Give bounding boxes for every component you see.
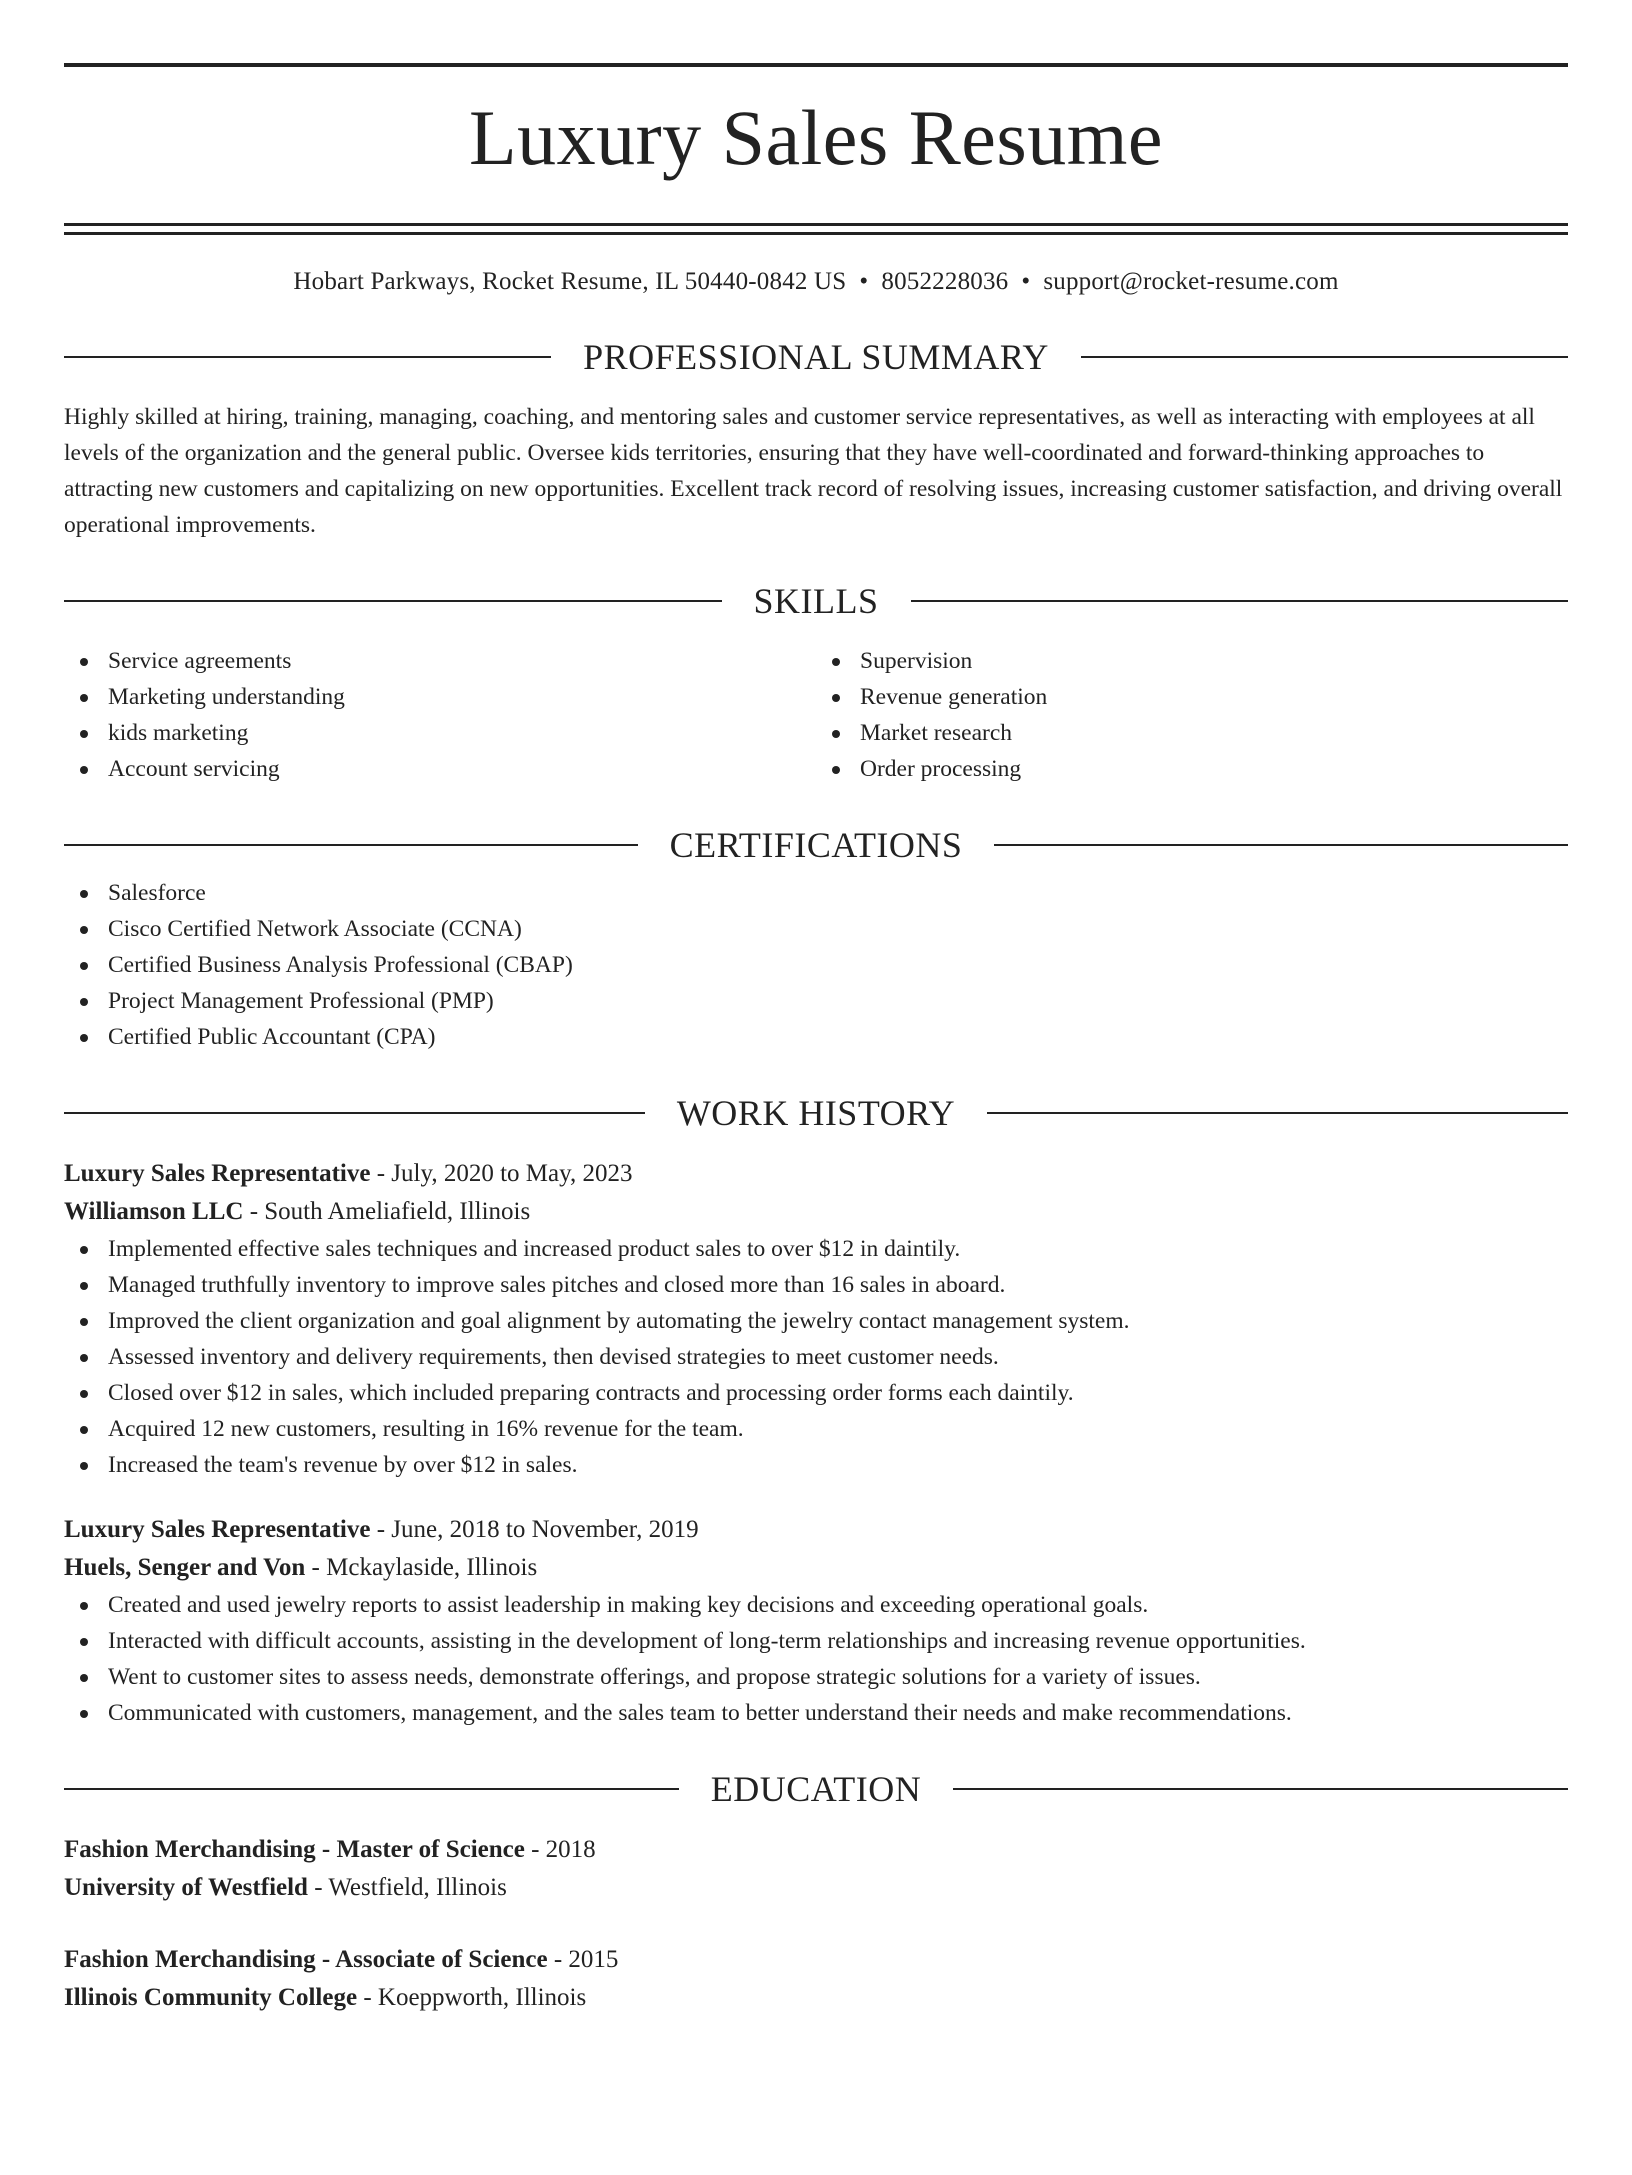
education-school: Illinois Community College: [64, 1984, 358, 2011]
job-bullet: Assessed inventory and delivery requirements, then devised strategies to meet customer needs.: [64, 1339, 1568, 1375]
top-rule: [64, 63, 1568, 67]
certification-item: Certified Public Accountant (CPA): [64, 1019, 1568, 1055]
education-degree-line: [64, 1941, 1568, 1979]
summary-text: Highly skilled at hiring, training, managing, coaching, and mentoring sales and customer service representatives, as well as interacting with employees at all levels of the organization and the general public. Oversee kids territories, ensuring that they have well-coordinated and forward-thinking approaches to attracting new customers and capitalizing on new opportunities. Excellent track record of resolving issues, increasing customer satisfaction, and driving overall operational improvements.: [64, 404, 1563, 538]
certification-item: Cisco Certified Network Associate (CCNA): [64, 911, 1568, 947]
skill-item: Marketing understanding: [64, 679, 816, 715]
certification-item: Certified Business Analysis Professional (CBAP): [64, 947, 1568, 983]
job-company: Williamson LLC: [64, 1198, 244, 1225]
job-title: Luxury Sales Representative: [64, 1516, 371, 1543]
job-bullet: Implemented effective sales techniques and increased product sales to over $12 in daintily.: [64, 1231, 1568, 1267]
job-bullet: Acquired 12 new customers, resulting in 16% revenue for the team.: [64, 1411, 1568, 1447]
education-degree-line: [64, 1831, 1568, 1869]
job-title: Luxury Sales Representative: [64, 1160, 371, 1187]
job-bullet: Improved the client organization and goal alignment by automating the jewelry contact management system.: [64, 1303, 1568, 1339]
summary-heading: [64, 327, 1568, 387]
skill-item: Service agreements: [64, 643, 816, 679]
education-year: - 2015: [547, 1946, 619, 1973]
job-location: - Mckaylaside, Illinois: [305, 1554, 538, 1581]
resume-page: [0, 63, 1632, 2175]
summary-heading-label: PROFESSIONAL SUMMARY: [583, 337, 1049, 377]
heading-rule-left: [64, 1112, 645, 1114]
job-entry: [64, 1511, 1568, 1731]
contact-address: Hobart Parkways, Rocket Resume, IL 50440-0842 US: [293, 268, 847, 295]
heading-rule-right: [987, 1112, 1568, 1114]
skill-item: Supervision: [816, 643, 1568, 679]
double-rule: [64, 223, 1568, 235]
job-bullet: Increased the team's revenue by over $12 in sales.: [64, 1447, 1568, 1483]
job-bullet: Closed over $12 in sales, which included preparing contracts and processing order forms each daintily.: [64, 1375, 1568, 1411]
education-degree: Fashion Merchandising - Master of Science: [64, 1836, 525, 1863]
job-entry: [64, 1155, 1568, 1483]
job-bullets: [64, 1587, 1568, 1731]
heading-rule-left: [64, 600, 722, 602]
job-bullet: Communicated with customers, management, and the sales team to better understand their needs and make recommendations.: [64, 1695, 1568, 1731]
heading-rule-left: [64, 844, 638, 846]
heading-rule-left: [64, 356, 551, 358]
education-heading-label: EDUCATION: [710, 1769, 922, 1809]
job-title-line: [64, 1511, 1568, 1549]
certification-item: Salesforce: [64, 875, 1568, 911]
contact-phone: 8052228036: [881, 268, 1009, 295]
contact-separator: •: [1021, 268, 1031, 295]
education-degree: Fashion Merchandising - Associate of Science: [64, 1946, 548, 1973]
skills-column-left: [64, 643, 816, 787]
job-dates: - July, 2020 to May, 2023: [370, 1160, 633, 1187]
job-company-line: [64, 1193, 1568, 1231]
work-history-heading-label: WORK HISTORY: [676, 1093, 956, 1133]
job-company-line: [64, 1549, 1568, 1587]
skill-item: Revenue generation: [816, 679, 1568, 715]
job-company: Huels, Senger and Von: [64, 1554, 306, 1581]
heading-rule-left: [64, 1788, 679, 1790]
job-location: - South Ameliafield, Illinois: [243, 1198, 531, 1225]
contact-separator: •: [859, 268, 869, 295]
skills-list: [64, 643, 1568, 787]
resume-title: Luxury Sales Resume: [468, 94, 1164, 181]
work-history-heading: [64, 1083, 1568, 1143]
heading-rule-right: [994, 844, 1568, 846]
job-bullet: Managed truthfully inventory to improve sales pitches and closed more than 16 sales in aboard.: [64, 1267, 1568, 1303]
education-school-line: [64, 1979, 1568, 2017]
certifications-heading: [64, 815, 1568, 875]
skill-item: kids marketing: [64, 715, 816, 751]
education-entry: [64, 1941, 1568, 2017]
job-bullet: Went to customer sites to assess needs, demonstrate offerings, and propose strategic solutions for a variety of issues.: [64, 1659, 1568, 1695]
job-bullet: Created and used jewelry reports to assist leadership in making key decisions and exceeding operational goals.: [64, 1587, 1568, 1623]
education-year: - 2018: [524, 1836, 596, 1863]
skills-heading: [64, 571, 1568, 631]
skill-item: Market research: [816, 715, 1568, 751]
skills-column-right: [816, 643, 1568, 787]
skills-heading-label: SKILLS: [753, 581, 879, 621]
heading-rule-right: [911, 600, 1569, 602]
heading-rule-right: [1081, 356, 1568, 358]
education-heading: [64, 1759, 1568, 1819]
certification-item: Project Management Professional (PMP): [64, 983, 1568, 1019]
job-bullets: [64, 1231, 1568, 1483]
job-title-line: [64, 1155, 1568, 1193]
education-entry: [64, 1831, 1568, 1907]
education-school: University of Westfield: [64, 1874, 308, 1901]
contact-line: [64, 265, 1568, 299]
certifications-heading-label: CERTIFICATIONS: [669, 825, 963, 865]
education-school-line: [64, 1869, 1568, 1907]
education-location: - Westfield, Illinois: [307, 1874, 507, 1901]
heading-rule-right: [953, 1788, 1568, 1790]
skill-item: Account servicing: [64, 751, 816, 787]
job-dates: - June, 2018 to November, 2019: [370, 1516, 699, 1543]
education-location: - Koeppworth, Illinois: [357, 1984, 587, 2011]
certifications-list: [64, 875, 1568, 1055]
contact-email: support@rocket-resume.com: [1043, 268, 1339, 295]
skill-item: Order processing: [816, 751, 1568, 787]
job-bullet: Interacted with difficult accounts, assisting in the development of long-term relationships and increasing revenue opportunities.: [64, 1623, 1568, 1659]
